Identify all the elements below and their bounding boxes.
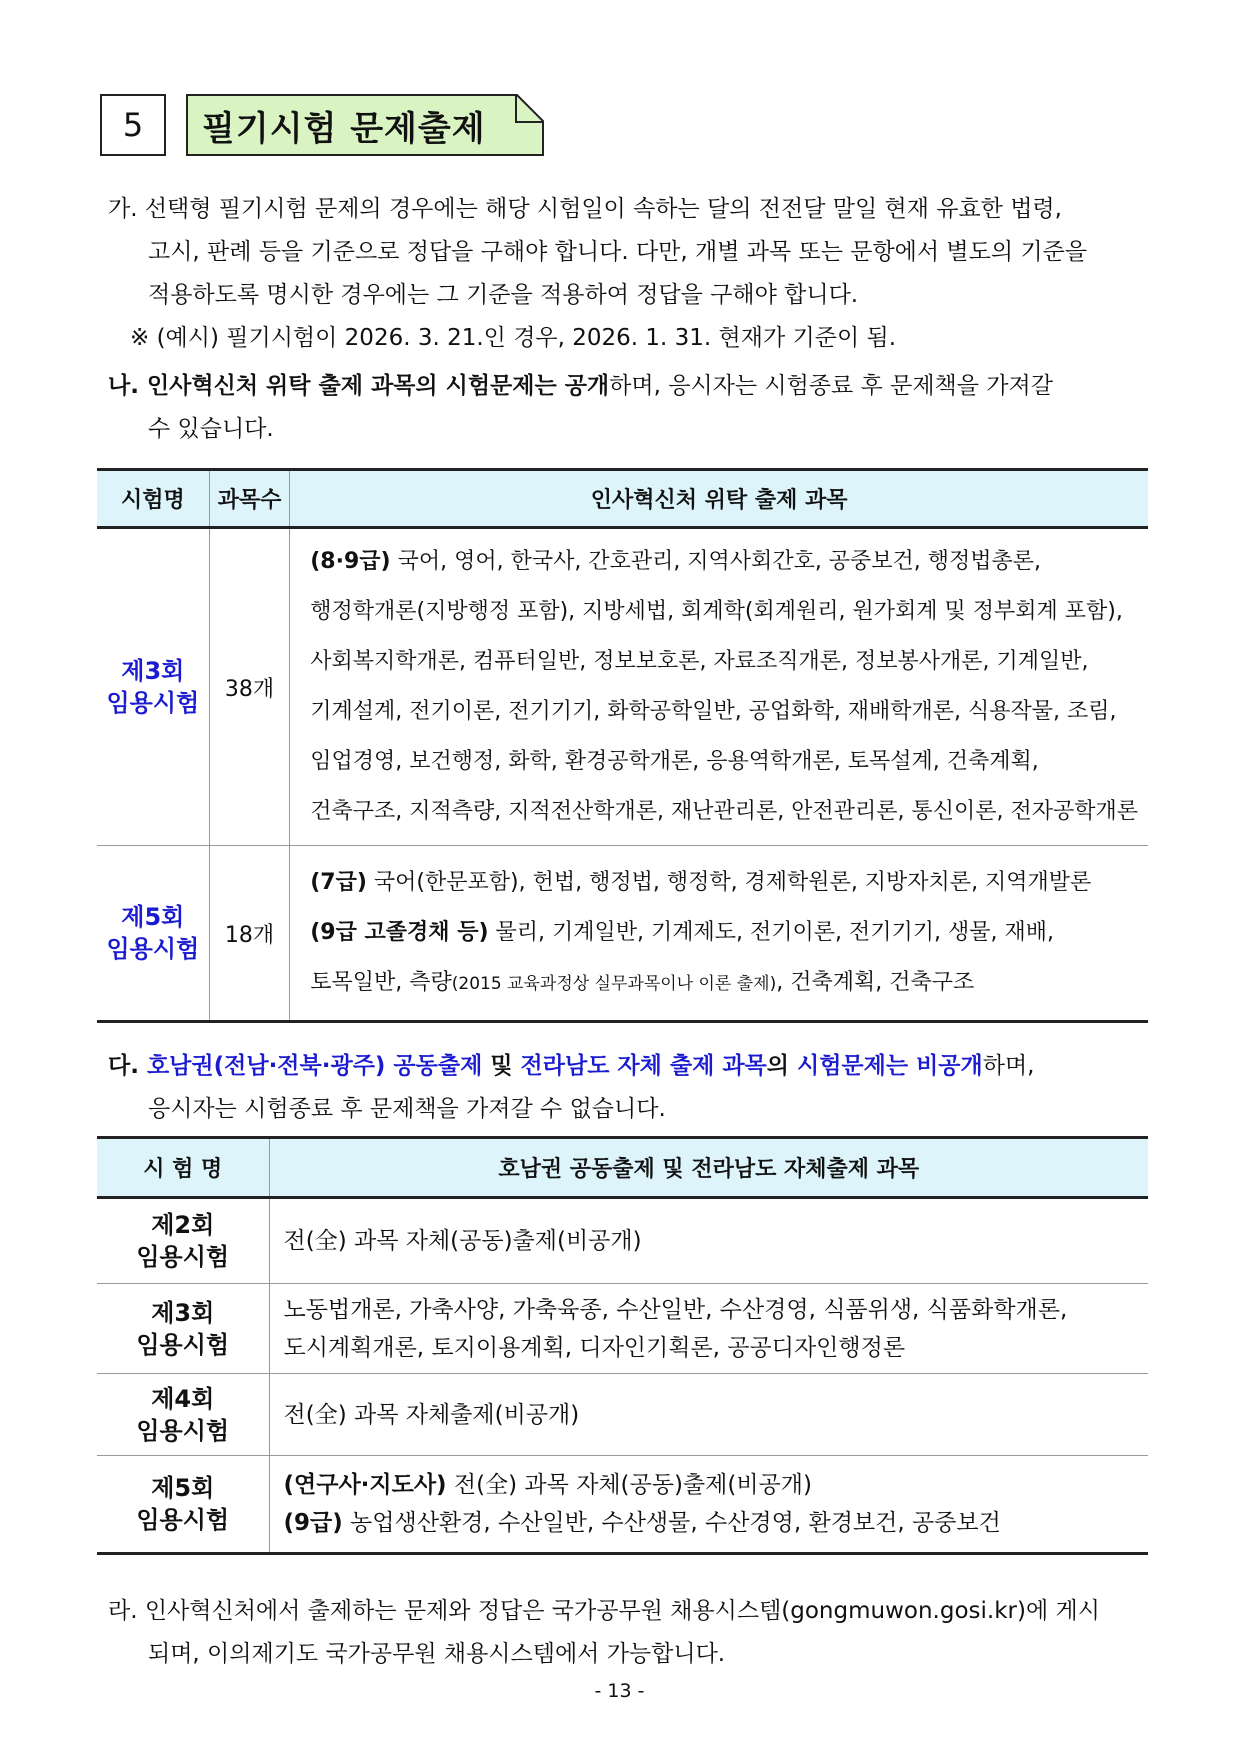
table-row xyxy=(97,1198,1148,1284)
table-row xyxy=(97,846,1148,1022)
table-header-row xyxy=(97,470,1148,528)
paragraph-line: 수 있습니다. xyxy=(148,416,274,442)
paragraph-bold: 나. 인사혁신처 위탁 출제 과목의 시험문제는 공개 xyxy=(108,373,610,399)
exam-name: 제3회 임용시험 xyxy=(97,528,209,846)
column-header: 시험명 xyxy=(97,470,209,528)
highlight-text: 호남권(전남·전북·광주) 공동출제 xyxy=(146,1053,483,1079)
exam-name: 제2회 임용시험 xyxy=(97,1198,269,1284)
section-title-box xyxy=(186,94,544,156)
example-note: ※ (예시) 필기시험이 2026. 3. 21.인 경우, 2026. 1. 31. 현재가 기준이 됨. xyxy=(130,325,897,351)
paragraph-line: 라. 인사혁신처에서 출제하는 문제와 정답은 국가공무원 채용시스템(gongmuwon.gosi.kr)에 게시 xyxy=(108,1598,1100,1624)
paragraph-prefix: 다. xyxy=(108,1053,147,1079)
folded-corner-icon xyxy=(186,94,544,156)
table-header-row xyxy=(97,1138,1148,1198)
table-row xyxy=(97,1374,1148,1456)
subject-count: 18개 xyxy=(209,846,290,1022)
subject-list: 전(全) 과목 자체(공동)출제(비공개) xyxy=(269,1198,1148,1284)
table-row xyxy=(97,1284,1148,1374)
paragraph-na xyxy=(108,365,1158,451)
highlight-text: 시험문제는 비공개 xyxy=(796,1053,983,1079)
subject-list: (연구사·지도사) 전(全) 과목 자체(공동)출제(비공개) (9급) 농업생산환경, 수산일반, 수산생물, 수산경영, 환경보건, 공중보건 xyxy=(269,1456,1148,1554)
paragraph-line: 적용하도록 명시한 경우에는 그 기준을 적용하여 정답을 구해야 합니다. xyxy=(148,282,859,308)
exam-name: 제5회 임용시험 xyxy=(97,1456,269,1554)
highlight-text: 전라남도 자체 출제 과목 xyxy=(520,1053,767,1079)
table-row xyxy=(97,1456,1148,1554)
paragraph-da: 다. 호남권(전남·전북·광주) 공동출제 및 전라남도 자체 출제 과목의 시험문제는 비공개하며, 응시자는 시험종료 후 문제책을 가져갈 수 없습니다. xyxy=(108,1045,1158,1131)
paragraph-text: 하며, 응시자는 시험종료 후 문제책을 가져갈 xyxy=(609,373,1053,399)
exam-name: 제3회 임용시험 xyxy=(97,1284,269,1374)
subject-list: 전(全) 과목 자체출제(비공개) xyxy=(269,1374,1148,1456)
regional-subjects-table xyxy=(97,1136,1148,1555)
paragraph-ra xyxy=(108,1590,1158,1676)
section-title: 필기시험 문제출제 xyxy=(186,94,544,156)
column-header: 인사혁신처 위탁 출제 과목 xyxy=(290,470,1148,528)
subject-list: 노동법개론, 가축사양, 가축육종, 수산일반, 수산경영, 식품위생, 식품화학개론, 도시계획개론, 토지이용계획, 디자인기획론, 공공디자인행정론 xyxy=(269,1284,1148,1374)
subject-list: (7급) 국어(한문포함), 헌법, 행정법, 행정학, 경제학원론, 지방자치론, 지역개발론 (9급 고졸경채 등) 물리, 기계일반, 기계제도, 전기이론, 전기기기, 생물, 재배, 토목일반, 측량(2015 교육과정상 실무과목이나 이론 출제), 건축계획, 건축구조 xyxy=(290,846,1148,1022)
subject-list: (8·9급) 국어, 영어, 한국사, 간호관리, 지역사회간호, 공중보건, 행정법총론, 행정학개론(지방행정 포함), 지방세법, 회계학(회계원리, 원가회계 및 정부회계 포함), 사회복지학개론, 컴퓨터일반, 정보보호론, 자료조직개론, 정보봉사개론, 기계일반, 기계설계, 전기이론, 전기기기, 화학공학일반, 공업화학, 재배학개론, 식용작물, 조림, 임업경영, 보건행정, 화학, 환경공학개론, 응용역학개론, 토목설계, 건축계획, 건축구조, 지적측량, 지적전산학개론, 재난관리론, 안전관리론, 통신이론, 전자공학개론 xyxy=(290,528,1148,846)
column-header: 호남권 공동출제 및 전라남도 자체출제 과목 xyxy=(269,1138,1148,1198)
exam-name: 제4회 임용시험 xyxy=(97,1374,269,1456)
table-row xyxy=(97,528,1148,846)
paragraph-line: 응시자는 시험종료 후 문제책을 가져갈 수 없습니다. xyxy=(148,1096,666,1122)
section-number: 5 xyxy=(100,94,166,156)
subject-count: 38개 xyxy=(209,528,290,846)
paragraph-line: 가. 선택형 필기시험 문제의 경우에는 해당 시험일이 속하는 달의 전전달 말일 현재 유효한 법령, xyxy=(108,196,1062,222)
exam-name: 제5회 임용시험 xyxy=(97,846,209,1022)
paragraph-ga xyxy=(108,188,1158,360)
paragraph-line: 고시, 판례 등을 기준으로 정답을 구해야 합니다. 다만, 개별 과목 또는 문항에서 별도의 기준을 xyxy=(148,239,1088,265)
column-header: 시 험 명 xyxy=(97,1138,269,1198)
outsourced-subjects-table xyxy=(97,468,1148,1023)
page-number: - 13 - xyxy=(594,1680,645,1702)
paragraph-line: 되며, 이의제기도 국가공무원 채용시스템에서 가능합니다. xyxy=(148,1641,726,1667)
column-header: 과목수 xyxy=(209,470,290,528)
